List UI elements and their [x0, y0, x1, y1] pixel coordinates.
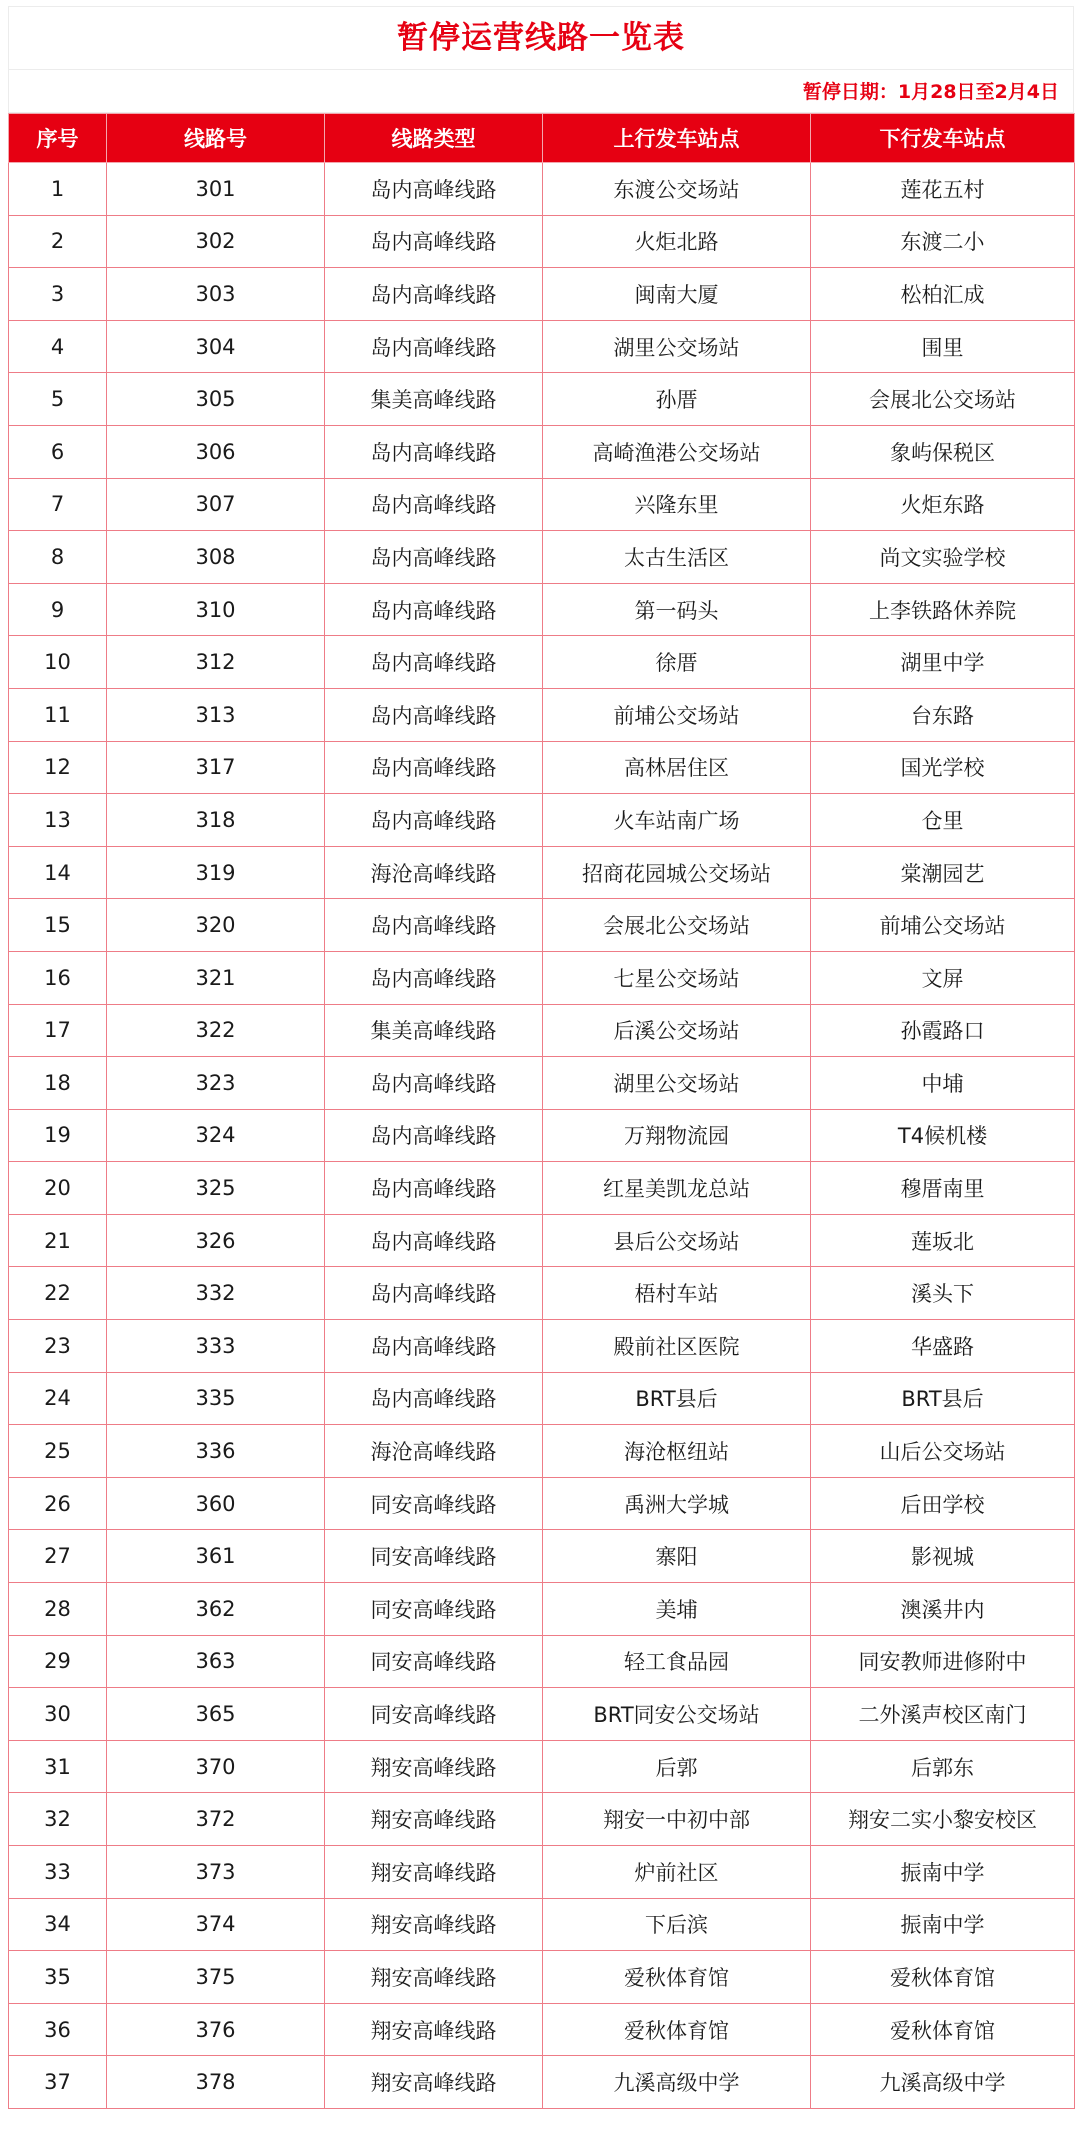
cell-route-number: 304	[107, 320, 325, 373]
cell-down-departure: 后郭东	[811, 1740, 1075, 1793]
cell-route-number: 302	[107, 215, 325, 268]
cell-route-type: 岛内高峰线路	[325, 1372, 543, 1425]
cell-route-type: 岛内高峰线路	[325, 583, 543, 636]
cell-route-type: 岛内高峰线路	[325, 794, 543, 847]
cell-up-departure: 爱秋体育馆	[543, 1951, 811, 2004]
cell-down-departure: 后田学校	[811, 1477, 1075, 1530]
table-row	[9, 1057, 1075, 1110]
table-header-row	[9, 114, 1075, 163]
table-row	[9, 1267, 1075, 1320]
table-row	[9, 425, 1075, 478]
cell-down-departure: 棠潮园艺	[811, 846, 1075, 899]
cell-up-departure: 下后滨	[543, 1898, 811, 1951]
cell-up-departure: 爱秋体育馆	[543, 2003, 811, 2056]
cell-down-departure: 台东路	[811, 688, 1075, 741]
cell-route-type: 翔安高峰线路	[325, 1951, 543, 2004]
cell-down-departure: 振南中学	[811, 1898, 1075, 1951]
cell-up-departure: 美埔	[543, 1583, 811, 1636]
cell-index: 32	[9, 1793, 107, 1846]
cell-up-departure: 轻工食品园	[543, 1635, 811, 1688]
cell-route-type: 岛内高峰线路	[325, 1320, 543, 1373]
cell-up-departure: 前埔公交场站	[543, 688, 811, 741]
cell-index: 36	[9, 2003, 107, 2056]
cell-index: 6	[9, 425, 107, 478]
cell-route-number: 319	[107, 846, 325, 899]
cell-index: 24	[9, 1372, 107, 1425]
cell-route-number: 374	[107, 1898, 325, 1951]
header-index: 序号	[9, 114, 107, 163]
cell-down-departure: 前埔公交场站	[811, 899, 1075, 952]
cell-route-type: 岛内高峰线路	[325, 215, 543, 268]
cell-route-number: 378	[107, 2056, 325, 2109]
table-row	[9, 1688, 1075, 1741]
cell-up-departure: 红星美凯龙总站	[543, 1162, 811, 1215]
table-row	[9, 478, 1075, 531]
table-row	[9, 1793, 1075, 1846]
header-down-departure: 下行发车站点	[811, 114, 1075, 163]
cell-up-departure: 徐厝	[543, 636, 811, 689]
table-row	[9, 1214, 1075, 1267]
cell-route-number: 363	[107, 1635, 325, 1688]
cell-down-departure: 火炬东路	[811, 478, 1075, 531]
cell-index: 25	[9, 1425, 107, 1478]
cell-down-departure: 中埔	[811, 1057, 1075, 1110]
cell-down-departure: 象屿保税区	[811, 425, 1075, 478]
cell-up-departure: 火车站南广场	[543, 794, 811, 847]
cell-index: 30	[9, 1688, 107, 1741]
cell-index: 10	[9, 636, 107, 689]
cell-route-type: 岛内高峰线路	[325, 951, 543, 1004]
cell-up-departure: 炉前社区	[543, 1846, 811, 1899]
cell-route-number: 326	[107, 1214, 325, 1267]
table-row	[9, 794, 1075, 847]
cell-route-number: 361	[107, 1530, 325, 1583]
table-row	[9, 215, 1075, 268]
cell-route-number: 321	[107, 951, 325, 1004]
table-row	[9, 1530, 1075, 1583]
table-row	[9, 1425, 1075, 1478]
table-row	[9, 1846, 1075, 1899]
cell-route-number: 312	[107, 636, 325, 689]
cell-down-departure: 九溪高级中学	[811, 2056, 1075, 2109]
cell-up-departure: 后郭	[543, 1740, 811, 1793]
cell-up-departure: 湖里公交场站	[543, 1057, 811, 1110]
cell-index: 29	[9, 1635, 107, 1688]
cell-route-type: 岛内高峰线路	[325, 1057, 543, 1110]
cell-route-type: 同安高峰线路	[325, 1530, 543, 1583]
table-row	[9, 1635, 1075, 1688]
table-row	[9, 688, 1075, 741]
cell-down-departure: 爱秋体育馆	[811, 1951, 1075, 2004]
cell-down-departure: T4候机楼	[811, 1109, 1075, 1162]
table-row	[9, 1162, 1075, 1215]
cell-up-departure: 兴隆东里	[543, 478, 811, 531]
cell-route-type: 海沧高峰线路	[325, 846, 543, 899]
cell-route-type: 翔安高峰线路	[325, 2003, 543, 2056]
cell-index: 12	[9, 741, 107, 794]
cell-route-type: 岛内高峰线路	[325, 741, 543, 794]
cell-down-departure: 澳溪井内	[811, 1583, 1075, 1636]
cell-route-type: 海沧高峰线路	[325, 1425, 543, 1478]
cell-down-departure: 华盛路	[811, 1320, 1075, 1373]
cell-route-number: 310	[107, 583, 325, 636]
cell-down-departure: 松柏汇成	[811, 268, 1075, 321]
table-row	[9, 2003, 1075, 2056]
header-route-type: 线路类型	[325, 114, 543, 163]
cell-index: 8	[9, 531, 107, 584]
cell-down-departure: 围里	[811, 320, 1075, 373]
cell-up-departure: 寨阳	[543, 1530, 811, 1583]
cell-route-type: 同安高峰线路	[325, 1688, 543, 1741]
routes-table	[8, 113, 1075, 2109]
cell-route-number: 362	[107, 1583, 325, 1636]
cell-route-type: 岛内高峰线路	[325, 1109, 543, 1162]
cell-down-departure: 同安教师进修附中	[811, 1635, 1075, 1688]
cell-index: 11	[9, 688, 107, 741]
cell-route-type: 同安高峰线路	[325, 1477, 543, 1530]
table-row	[9, 1740, 1075, 1793]
cell-route-number: 308	[107, 531, 325, 584]
cell-index: 9	[9, 583, 107, 636]
cell-up-departure: 梧村车站	[543, 1267, 811, 1320]
cell-up-departure: 九溪高级中学	[543, 2056, 811, 2109]
cell-route-number: 305	[107, 373, 325, 426]
cell-route-type: 岛内高峰线路	[325, 320, 543, 373]
cell-down-departure: 会展北公交场站	[811, 373, 1075, 426]
cell-index: 20	[9, 1162, 107, 1215]
cell-up-departure: 太古生活区	[543, 531, 811, 584]
cell-down-departure: BRT县后	[811, 1372, 1075, 1425]
cell-route-number: 375	[107, 1951, 325, 2004]
cell-route-type: 集美高峰线路	[325, 1004, 543, 1057]
cell-route-type: 翔安高峰线路	[325, 1793, 543, 1846]
cell-up-departure: 第一码头	[543, 583, 811, 636]
cell-route-number: 303	[107, 268, 325, 321]
cell-route-number: 324	[107, 1109, 325, 1162]
cell-down-departure: 穆厝南里	[811, 1162, 1075, 1215]
cell-up-departure: 海沧枢纽站	[543, 1425, 811, 1478]
cell-index: 31	[9, 1740, 107, 1793]
cell-route-type: 岛内高峰线路	[325, 899, 543, 952]
table-row	[9, 741, 1075, 794]
cell-route-number: 360	[107, 1477, 325, 1530]
table-row	[9, 1320, 1075, 1373]
cell-index: 26	[9, 1477, 107, 1530]
cell-route-type: 同安高峰线路	[325, 1583, 543, 1636]
cell-route-number: 373	[107, 1846, 325, 1899]
cell-up-departure: 万翔物流园	[543, 1109, 811, 1162]
cell-up-departure: 后溪公交场站	[543, 1004, 811, 1057]
cell-route-number: 325	[107, 1162, 325, 1215]
cell-index: 34	[9, 1898, 107, 1951]
table-row	[9, 1898, 1075, 1951]
cell-down-departure: 尚文实验学校	[811, 531, 1075, 584]
cell-route-number: 301	[107, 163, 325, 216]
cell-up-departure: 县后公交场站	[543, 1214, 811, 1267]
cell-route-number: 372	[107, 1793, 325, 1846]
cell-index: 18	[9, 1057, 107, 1110]
cell-up-departure: 殿前社区医院	[543, 1320, 811, 1373]
cell-index: 16	[9, 951, 107, 1004]
cell-route-type: 翔安高峰线路	[325, 1898, 543, 1951]
table-row	[9, 951, 1075, 1004]
cell-route-type: 岛内高峰线路	[325, 531, 543, 584]
cell-index: 21	[9, 1214, 107, 1267]
cell-down-departure: 孙霞路口	[811, 1004, 1075, 1057]
header-route-number: 线路号	[107, 114, 325, 163]
cell-down-departure: 国光学校	[811, 741, 1075, 794]
cell-index: 28	[9, 1583, 107, 1636]
table-row	[9, 373, 1075, 426]
cell-index: 17	[9, 1004, 107, 1057]
cell-route-number: 313	[107, 688, 325, 741]
cell-route-type: 集美高峰线路	[325, 373, 543, 426]
cell-route-number: 365	[107, 1688, 325, 1741]
cell-up-departure: BRT县后	[543, 1372, 811, 1425]
cell-down-departure: 莲坂北	[811, 1214, 1075, 1267]
table-row	[9, 899, 1075, 952]
cell-down-departure: 湖里中学	[811, 636, 1075, 689]
cell-up-departure: 闽南大厦	[543, 268, 811, 321]
cell-index: 33	[9, 1846, 107, 1899]
cell-up-departure: 七星公交场站	[543, 951, 811, 1004]
table-row	[9, 1951, 1075, 2004]
cell-route-number: 376	[107, 2003, 325, 2056]
cell-index: 19	[9, 1109, 107, 1162]
cell-up-departure: 禹洲大学城	[543, 1477, 811, 1530]
cell-index: 1	[9, 163, 107, 216]
cell-route-type: 岛内高峰线路	[325, 425, 543, 478]
cell-route-number: 322	[107, 1004, 325, 1057]
suspension-date: 暂停日期：1月28日至2月4日	[8, 69, 1074, 113]
table-row	[9, 1477, 1075, 1530]
cell-down-departure: 文屏	[811, 951, 1075, 1004]
cell-route-type: 岛内高峰线路	[325, 478, 543, 531]
cell-route-type: 岛内高峰线路	[325, 1214, 543, 1267]
table-row	[9, 268, 1075, 321]
cell-index: 35	[9, 1951, 107, 2004]
cell-route-type: 岛内高峰线路	[325, 1267, 543, 1320]
cell-route-number: 318	[107, 794, 325, 847]
cell-route-number: 335	[107, 1372, 325, 1425]
cell-index: 3	[9, 268, 107, 321]
cell-index: 22	[9, 1267, 107, 1320]
cell-route-type: 岛内高峰线路	[325, 268, 543, 321]
cell-route-number: 307	[107, 478, 325, 531]
cell-up-departure: 东渡公交场站	[543, 163, 811, 216]
table-row	[9, 846, 1075, 899]
cell-index: 15	[9, 899, 107, 952]
cell-down-departure: 仓里	[811, 794, 1075, 847]
cell-up-departure: 招商花园城公交场站	[543, 846, 811, 899]
table-row	[9, 320, 1075, 373]
cell-route-number: 317	[107, 741, 325, 794]
table-row	[9, 1109, 1075, 1162]
cell-index: 5	[9, 373, 107, 426]
cell-up-departure: 高崎渔港公交场站	[543, 425, 811, 478]
cell-index: 13	[9, 794, 107, 847]
cell-down-departure: 溪头下	[811, 1267, 1075, 1320]
cell-down-departure: 莲花五村	[811, 163, 1075, 216]
cell-route-type: 翔安高峰线路	[325, 2056, 543, 2109]
cell-down-departure: 东渡二小	[811, 215, 1075, 268]
table-row	[9, 531, 1075, 584]
cell-route-number: 306	[107, 425, 325, 478]
table-row	[9, 583, 1075, 636]
cell-route-number: 332	[107, 1267, 325, 1320]
cell-down-departure: 二外溪声校区南门	[811, 1688, 1075, 1741]
cell-route-type: 岛内高峰线路	[325, 636, 543, 689]
cell-route-type: 岛内高峰线路	[325, 1162, 543, 1215]
cell-route-number: 320	[107, 899, 325, 952]
route-suspension-sheet	[8, 6, 1074, 2109]
cell-route-type: 翔安高峰线路	[325, 1740, 543, 1793]
cell-up-departure: BRT同安公交场站	[543, 1688, 811, 1741]
cell-route-type: 岛内高峰线路	[325, 163, 543, 216]
cell-up-departure: 高林居住区	[543, 741, 811, 794]
cell-up-departure: 火炬北路	[543, 215, 811, 268]
cell-down-departure: 翔安二实小黎安校区	[811, 1793, 1075, 1846]
cell-down-departure: 影视城	[811, 1530, 1075, 1583]
cell-up-departure: 湖里公交场站	[543, 320, 811, 373]
cell-route-type: 岛内高峰线路	[325, 688, 543, 741]
cell-down-departure: 上李铁路休养院	[811, 583, 1075, 636]
table-row	[9, 2056, 1075, 2109]
page-title: 暂停运营线路一览表	[8, 6, 1074, 69]
table-row	[9, 1583, 1075, 1636]
cell-route-type: 同安高峰线路	[325, 1635, 543, 1688]
table-row	[9, 636, 1075, 689]
cell-route-number: 323	[107, 1057, 325, 1110]
cell-route-number: 370	[107, 1740, 325, 1793]
table-row	[9, 1004, 1075, 1057]
cell-up-departure: 翔安一中初中部	[543, 1793, 811, 1846]
cell-index: 14	[9, 846, 107, 899]
cell-index: 27	[9, 1530, 107, 1583]
cell-index: 23	[9, 1320, 107, 1373]
cell-index: 2	[9, 215, 107, 268]
cell-up-departure: 会展北公交场站	[543, 899, 811, 952]
cell-down-departure: 山后公交场站	[811, 1425, 1075, 1478]
header-up-departure: 上行发车站点	[543, 114, 811, 163]
cell-index: 37	[9, 2056, 107, 2109]
table-row	[9, 163, 1075, 216]
cell-route-number: 333	[107, 1320, 325, 1373]
cell-route-type: 翔安高峰线路	[325, 1846, 543, 1899]
cell-index: 4	[9, 320, 107, 373]
cell-down-departure: 爱秋体育馆	[811, 2003, 1075, 2056]
cell-down-departure: 振南中学	[811, 1846, 1075, 1899]
cell-index: 7	[9, 478, 107, 531]
table-row	[9, 1372, 1075, 1425]
cell-route-number: 336	[107, 1425, 325, 1478]
cell-up-departure: 孙厝	[543, 373, 811, 426]
